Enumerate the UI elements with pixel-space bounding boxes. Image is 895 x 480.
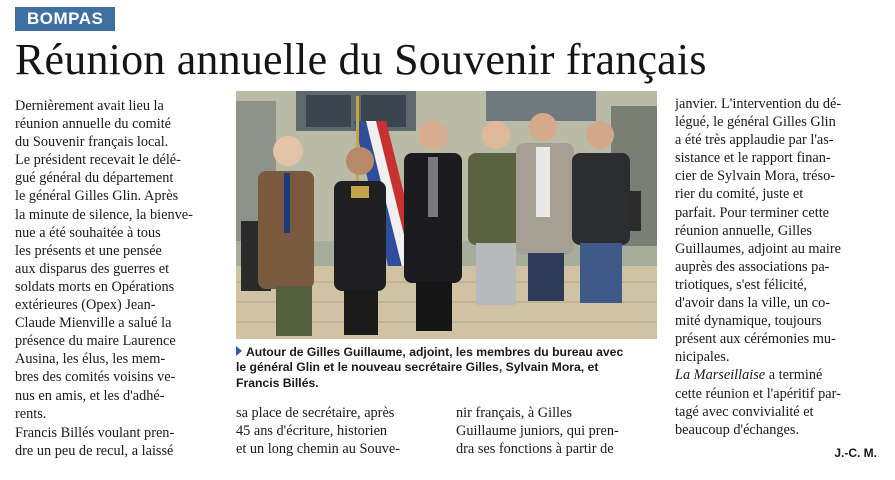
article-line: triotiques, s'est félicité, <box>675 276 808 293</box>
article-line: gué général du département <box>15 170 174 187</box>
article-line: janvier. L'intervention du dé- <box>675 96 842 112</box>
group-photo-image <box>236 91 657 339</box>
article-column-4 <box>675 95 880 439</box>
article-line: soldats morts en Opérations <box>15 278 175 295</box>
article-line: nir français, à Gilles <box>456 405 572 421</box>
article-column-2 <box>236 404 436 458</box>
article-line: dra ses fonctions à partir de <box>456 441 614 458</box>
article-column-1-bottom <box>15 424 219 460</box>
article-line: nicipales. <box>675 349 730 366</box>
article-line: nus en amis, et les d'adhé- <box>15 387 165 404</box>
article-line: dre un peu de recul, a laissé <box>15 443 174 460</box>
article-line: sa place de secrétaire, après <box>236 405 395 421</box>
article-line: tagé avec convivialité et <box>675 403 814 420</box>
article-line: sistance et le rapport finan- <box>675 150 831 167</box>
article-line: réunion annuelle, Gilles <box>675 222 812 239</box>
article-line: réunion annuelle du comité <box>15 116 172 133</box>
article-line: cette réunion et l'apéritif par- <box>675 385 841 402</box>
article-line: aux disparus des guerres et <box>15 260 170 277</box>
author-signature: J.-C. M. <box>834 446 877 460</box>
article-photo <box>236 91 657 339</box>
article-line: le général Gilles Glin. Après <box>15 188 179 205</box>
article-line: a été très applaudie par l'as- <box>675 132 834 149</box>
article-line: du Souvenir français local. <box>15 134 169 151</box>
article-line: Le président recevait le délé- <box>15 152 181 169</box>
article-line: cier de Sylvain Mora, tréso- <box>675 168 835 185</box>
article-line: Claude Mienville a salué la <box>15 315 172 332</box>
article-line: auprès des associations pa- <box>675 258 830 275</box>
section-tag: BOMPAS <box>15 7 115 31</box>
article-line: Francis Billés voulant pren- <box>15 425 175 441</box>
article-line: légué, le général Gilles Glin <box>675 114 836 131</box>
article-line: Guillaume juniors, qui pren- <box>456 423 619 440</box>
article-line: rier du comité, juste et <box>675 186 804 203</box>
caption-marker-icon <box>236 346 242 356</box>
article-line: rents. <box>15 405 47 422</box>
article-line: bres des comités voisins ve- <box>15 369 176 386</box>
article-line: beaucoup d'échanges. <box>675 421 800 438</box>
article-line: mité dynamique, toujours <box>675 313 822 330</box>
article-line: 45 ans d'écriture, historien <box>236 423 388 440</box>
article-line: nue a été souhaitée à tous <box>15 224 161 241</box>
article-line: présent aux cérémonies mu- <box>675 331 836 348</box>
article-column-3 <box>456 404 656 458</box>
article-line: Guillaumes, adjoint au maire <box>675 240 841 257</box>
article-line: et un long chemin au Souve- <box>236 441 400 458</box>
article-line: Dernièrement avait lieu la <box>15 98 164 114</box>
article-line: présence du maire Laurence <box>15 333 176 350</box>
article-line: parfait. Pour terminer cette <box>675 204 830 221</box>
article-line: extérieures (Opex) Jean- <box>15 297 156 314</box>
article-line: les présents et une pensée <box>15 242 162 259</box>
article-line: la minute de silence, la bienve- <box>15 206 193 223</box>
article-line: La Marseillaise a terminé <box>675 367 823 384</box>
article-line: d'avoir dans la ville, un co- <box>675 295 831 312</box>
photo-caption: Autour de Gilles Guillaume, adjoint, les membres du bureau avec le général Glin et le nouveau secrétaire Gilles, Sylvain Mora, et Francis Billés. <box>236 345 624 390</box>
article-column-1 <box>15 97 219 423</box>
article-headline: Réunion annuelle du Souvenir français <box>15 35 707 84</box>
article-line: Ausina, les élus, les mem- <box>15 351 166 368</box>
